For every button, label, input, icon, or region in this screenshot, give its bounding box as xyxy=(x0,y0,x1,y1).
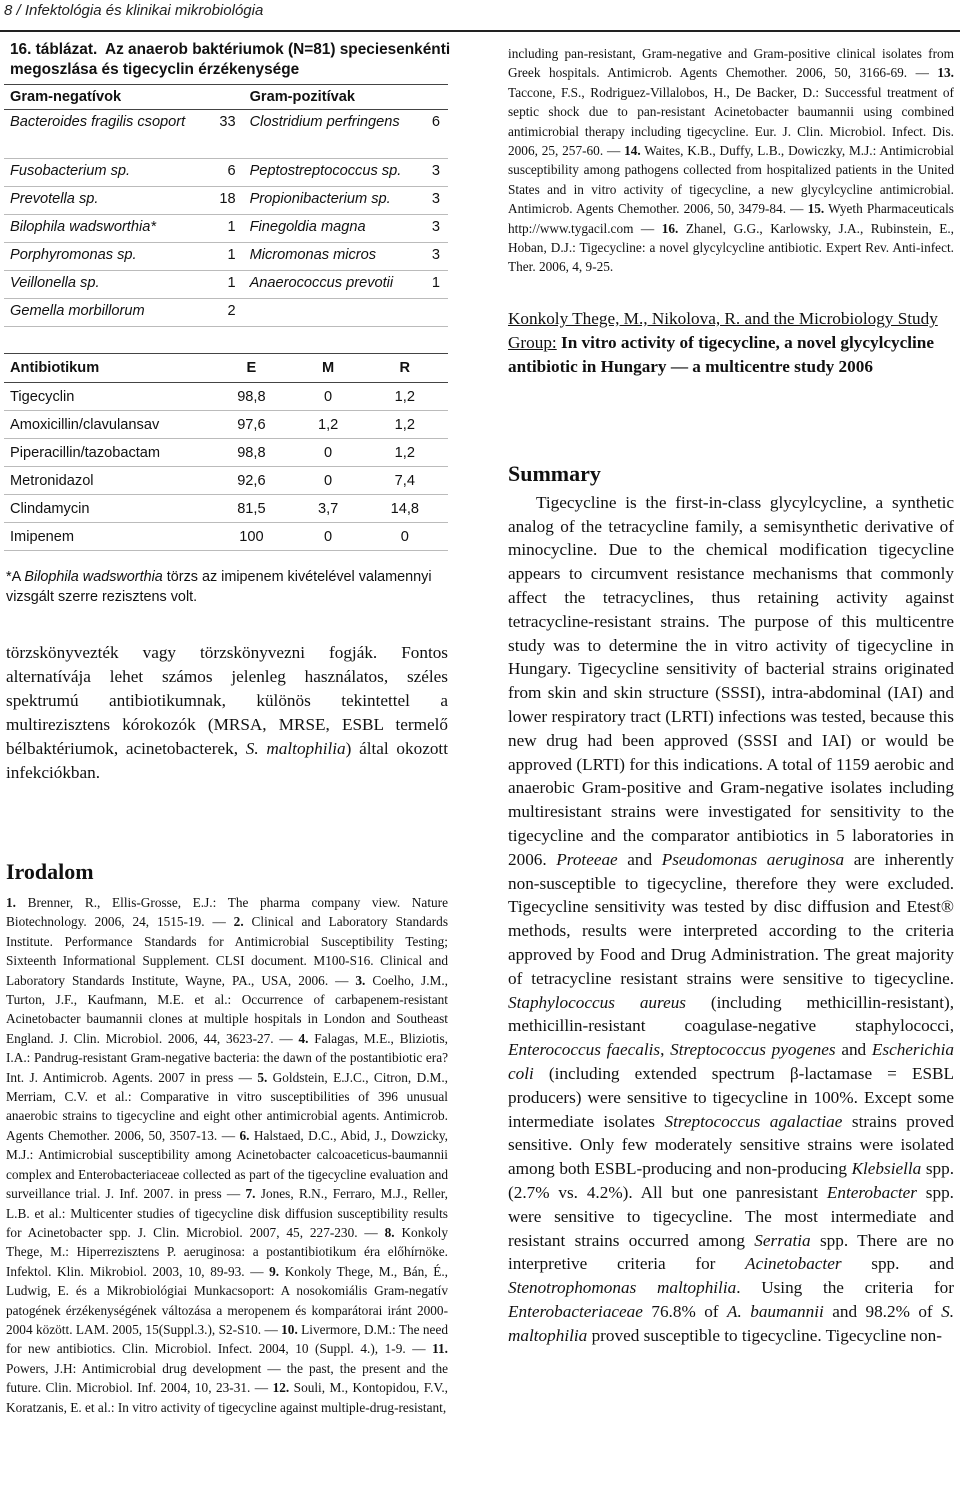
gram-negative-species: Bacteroides fragilis csoport xyxy=(4,110,210,159)
value-m: 0 xyxy=(295,523,362,551)
gram-positive-count: 1 xyxy=(423,271,448,299)
reference-text: Goldstein, E.J.C., Citron, D.M., Merriam, C.V. et al.: Comparative in vitro susceptibilities of 396 unusual anaerobic strains to tigecycline and eight other antimicrobial agents. Antimicrob. Agents Chemother. 2006, 50, 3507-13. — xyxy=(6,1069,448,1143)
susceptibility-row xyxy=(4,495,448,523)
footnote-pre: *A xyxy=(6,569,25,585)
gram-negative-count: 6 xyxy=(210,159,244,187)
gram-positive-count: 3 xyxy=(423,159,448,187)
species-row xyxy=(4,159,448,187)
reference-text: Souli, M., Kontopidou, F.V., Koratzanis, E. et al.: In vitro activity of tigecycline against multiple-drug-resistant, xyxy=(6,1380,448,1415)
reference-number: 14. xyxy=(624,143,641,159)
reference-number: 6. xyxy=(239,1127,250,1143)
gram-positive-count: 3 xyxy=(423,243,448,271)
species-table-header xyxy=(4,85,448,110)
species-row xyxy=(4,243,448,271)
paragraph-text-end: ) által okozott infekciókban. xyxy=(6,739,448,782)
english-authors: Konkoly Thege, M., Nikolova, R. and the Microbiology Study Group: xyxy=(508,308,938,352)
gram-negative-count: 2 xyxy=(210,299,244,327)
reference-text: Wyeth Pharmaceuticals http://www.tygacil.com — xyxy=(508,201,954,236)
summary-text: Tigecycline is the first-in-class glycylcycline, a synthetic analog of the tetracycline family, a semisynthetic derivative of minocycline. Due to the chemical modification tigecycline appears to circumvent resistance mechanisms that commonly affect the tetracyclines, thus retaining activity against tetracycline-resistant strains. The purpose of this multicentre study was to determine the in vitro activity of tigecycline in Hungary. Tigecycline sensitivity of bacterial strains originated from skin and skin structure (SSSI), intra-abdominal (IAI) and lower respiratory tract (LRTI) infections was tested, because this new drug had been approved (SSSI and IAI) or would be approved (LRTI) for this indications. A total of 1159 aerobic and anaerobic Gram-positive and Gram-negative isolates including multiresistant strains were investigated for sensitivity to the tigecycline and the comparator antibiotics in 5 laboratories in 2006. Proteeae and Pseudomonas aeruginosa are inherently non-susceptible to tigecycline, therefore they were excluded. Tigecycline sensitivity was tested by disc diffusion and Etest® methods, results were interpreted according to the criteria approved by Food and Drug Administration. The great majority of tetracycline resistant strains were sensitive to tigecycline. Staphylococcus aureus (including methicillin-resistant), methicillin-resistant coagulase-negative staphylococci, Enterococcus faecalis, Streptococcus pyogenes and Escherichia coli (including extended spectrum β-lactamase = ESBL producers) were sensitive to tigecycline in 100%. Except some intermediate isolates Streptococcus agalactiae strains proved sensitive. Only few moderately sensitive strains were isolated among both ESBL-producing and non-producing Klebsiella spp. (2.7% vs. 4.2%). All but one panresistant Enterobacter spp. were sensitive to tigecycline. The most intermediate and resistant strains occurred among Serratia spp. There are no interpretive criteria for Acinetobacter spp. and Stenotrophomonas maltophilia. Using the criteria for Enterobacteriaceae 76.8% of A. baumannii and 98.2% of S. maltophilia proved susceptible to tigecycline. Tigecycline non- xyxy=(508,492,955,1345)
value-m: 1,2 xyxy=(295,411,362,439)
reference-number: 1. xyxy=(6,895,16,910)
value-r: 14,8 xyxy=(362,495,448,523)
value-e: 98,8 xyxy=(208,383,294,411)
gram-negative-count: 1 xyxy=(210,215,244,243)
antibiotic-name: Metronidazol xyxy=(4,467,208,495)
reference-number: 12. xyxy=(272,1380,290,1396)
gram-negative-count: 1 xyxy=(210,243,244,271)
value-e: 92,6 xyxy=(208,467,294,495)
reference-text: Powers, J.H: Antimicrobial drug development — the past, the present and the future. Clin. Microbiol. Inf. 2004, 10, 23-31. — xyxy=(6,1360,448,1396)
reference-text: Livermore, D.M.: The need for new antibiotics. Clin. Microbiol. Infect. 2004, 10 (Suppl. 4.), 1-9. — xyxy=(6,1321,448,1357)
antibiotic-name: Imipenem xyxy=(4,523,208,551)
reference-number: 4. xyxy=(298,1030,309,1046)
reference-text: Jones, R.N., Ferraro, M.J., Reller, L.B. et al.: Multicenter studies of tigecycline disk diffusion susceptibility results for Acinetobacter spp. J. Clin. Microbiol. 2007, 45, 227-230. — xyxy=(6,1186,448,1240)
reference-text: Waites, K.B., Duffy, L.B., Dowiczky, M.J.: Antimicrobial susceptibility among pathogens collected from hospitalized patients in the United States and in vitro activity of tigecycline, a new glycylcycline antimicrobial. Antimicrob. Agents Chemother. 2006, 50, 3479-84. — xyxy=(508,143,954,217)
value-r: 1,2 xyxy=(362,439,448,467)
footnote-italic: Bilophila wadsworthia xyxy=(24,569,163,585)
references-list-right xyxy=(508,44,954,277)
gram-negative-count: 1 xyxy=(210,271,244,299)
value-e: 97,6 xyxy=(208,411,294,439)
reference-text: Coelho, J.M., Turton, J.F., Kaufmann, M.E. et al.: Occurrence of carbapenem-resistant Acinetobacter baumannii clones at multiple hospitals in London and Southeast England. J. Clin. Microbiol. 2006, 44, 3623-27. — xyxy=(6,972,448,1046)
reference-number: 13. xyxy=(937,65,954,81)
susceptibility-row xyxy=(4,411,448,439)
table1-caption-number: 16. táblázat. xyxy=(10,41,98,58)
gram-negative-species: Prevotella sp. xyxy=(4,187,210,215)
gram-positive-species xyxy=(244,299,424,327)
susceptibility-row xyxy=(4,467,448,495)
gram-positive-count: 6 xyxy=(423,110,448,159)
gram-negative-count: 33 xyxy=(210,110,244,159)
references-list-left xyxy=(0,893,452,1417)
english-title: In vitro activity of tigecycline, a novel glycylcycline antibiotic in Hungary — a multicentre study 2006 xyxy=(508,332,934,376)
reference-number: 5. xyxy=(257,1069,268,1085)
running-head-text: 8 / Infektológia és klinikai mikrobiológia xyxy=(4,2,264,19)
value-r: 1,2 xyxy=(362,383,448,411)
reference-number: 2. xyxy=(233,914,244,930)
hungarian-paragraph xyxy=(0,607,452,785)
species-row xyxy=(4,215,448,243)
value-e: 100 xyxy=(208,523,294,551)
gram-negative-header: Gram-negatívok xyxy=(4,85,244,110)
gram-positive-species: Clostridium perfringens xyxy=(244,110,424,159)
header-e: E xyxy=(208,354,294,383)
references-heading: Irodalom xyxy=(6,859,94,884)
reference-text: Zhanel, G.G., Karlowsky, J.A., Rubinstein, E., Hoban, D.J.: Tigecycline: a novel glycylcycline antibiotic. Expert Rev. Anti-infect. Ther. 2006, 4, 9-25. xyxy=(508,220,954,275)
header-antibiotic: Antibiotikum xyxy=(4,354,208,383)
species-table xyxy=(4,84,448,327)
gram-negative-count: 18 xyxy=(210,187,244,215)
gram-positive-count: 3 xyxy=(423,215,448,243)
left-column xyxy=(0,40,452,1417)
gram-positive-species: Finegoldia magna xyxy=(244,215,424,243)
value-r: 1,2 xyxy=(362,411,448,439)
header-m: M xyxy=(295,354,362,383)
antibiotic-name: Amoxicillin/clavulansav xyxy=(4,411,208,439)
reference-number: 8. xyxy=(384,1224,395,1240)
gram-positive-species: Peptostreptococcus sp. xyxy=(244,159,424,187)
value-e: 98,8 xyxy=(208,439,294,467)
reference-text: Brenner, R., Ellis-Grosse, E.J.: The pharma company view. Nature Biotechnology. 2006, 24, 1515-19. — xyxy=(6,895,448,930)
reference-number: 16. xyxy=(661,220,679,236)
gram-negative-species: Bilophila wadsworthia* xyxy=(4,215,210,243)
value-m: 0 xyxy=(295,383,362,411)
reference-number: 7. xyxy=(245,1186,256,1202)
table1-caption-text: Az anaerob baktériumok (N=81) speciesenkénti megoszlása és tigecyclin érzékenysége xyxy=(10,41,451,78)
reference-number: 10. xyxy=(281,1321,298,1337)
gram-positive-species: Micromonas micros xyxy=(244,243,424,271)
summary-heading: Summary xyxy=(508,460,601,486)
reference-continuation: including pan-resistant, Gram-negative and Gram-positive clinical isolates from Greek hospitals. Antimicrob. Agents Chemother. 2006, 50, 3166-69. — xyxy=(508,46,954,81)
value-m: 0 xyxy=(295,467,362,495)
english-title-block xyxy=(508,307,954,379)
gram-negative-species: Gemella morbillorum xyxy=(4,299,210,327)
value-r: 7,4 xyxy=(362,467,448,495)
susceptibility-row xyxy=(4,439,448,467)
gram-negative-species: Veillonella sp. xyxy=(4,271,210,299)
gram-negative-species: Porphyromonas sp. xyxy=(4,243,210,271)
susceptibility-table-header xyxy=(4,354,448,383)
gram-positive-header: Gram-pozitívak xyxy=(244,85,448,110)
table-footnote xyxy=(0,551,452,607)
header-r: R xyxy=(362,354,448,383)
reference-number: 11. xyxy=(432,1341,448,1357)
table1-caption xyxy=(0,40,452,80)
species-row xyxy=(4,187,448,215)
reference-number: 9. xyxy=(269,1263,280,1279)
reference-number: 15. xyxy=(807,201,825,217)
gram-positive-count: 3 xyxy=(423,187,448,215)
antibiotic-name: Piperacillin/tazobactam xyxy=(4,439,208,467)
susceptibility-row xyxy=(4,383,448,411)
value-r: 0 xyxy=(362,523,448,551)
susceptibility-table xyxy=(4,353,448,551)
reference-text: Halstaed, D.C., Abid, J., Dowzicky, M.J.: Antimicrobial susceptibility among Acinetobacter calcoaceticus-baumannii complex and Enterobacteriaceae collected as part of the tigecycline evaluation and surveillance trial. J. Inf. 2007. in press — xyxy=(6,1127,448,1202)
reference-number: 3. xyxy=(355,972,366,988)
running-head-rule xyxy=(0,30,960,32)
species-row xyxy=(4,110,448,159)
species-row xyxy=(4,271,448,299)
paragraph-italic: S. maltophilia xyxy=(245,739,346,758)
species-row xyxy=(4,299,448,327)
reference-text: Falagas, M.E., Bliziotis, I.A.: Pandrug-resistant Gram-negative bacteria: the dawn of the postantibiotic era? Int. J. Antimicrob. Agents. 2007 in press — xyxy=(6,1030,448,1085)
susceptibility-row xyxy=(4,523,448,551)
reference-text: Taccone, F.S., Rodriguez-Villalobos, H., De Backer, D.: Successful treatment of septic shock due to pan-resistant Acinetobacter baumannii using combined antimicrobial therapy including tigecycline. Eur. J. Clin. Microbiol. Infect. Dis. 2006, 25, 257-60. — xyxy=(508,84,954,159)
antibiotic-name: Clindamycin xyxy=(4,495,208,523)
reference-text: Clinical and Laboratory Standards Institute. Performance Standards for Antimicrobial Susceptibility Testing; Sixteenth Informational Supplement. CLSI document. M100-S16. Clinical and Laboratory Standards Institute, Wayne, PA., USA, 2006. — xyxy=(6,914,449,988)
value-e: 81,5 xyxy=(208,495,294,523)
gram-positive-species: Anaerococcus prevotii xyxy=(244,271,424,299)
running-head xyxy=(0,0,960,26)
footnote-post: törzs az imipenem kivételével valamennyi vizsgált szerre rezisztens volt. xyxy=(6,569,432,605)
reference-text: Konkoly Thege, M.: Hiperrezisztens P. aeruginosa: a postantibiotikum éra előhírnöke. Infektol. Klin. Mikrobiol. 2003, 10, 89-93. — xyxy=(6,1224,448,1279)
value-m: 3,7 xyxy=(295,495,362,523)
paragraph-text: törzskönyvezték vagy törzskönyvezni fogják. Fontos alternatívája lehet számos jelenleg használatos, széles spektrumú antibiotikumnak, különös tekintettel a multirezisztens kórokozók (MRSA, MRSE, ESBL termelő bélbaktériumok, acinetobacterek, xyxy=(6,643,448,758)
gram-positive-count xyxy=(423,299,448,327)
right-column xyxy=(508,44,954,1348)
gram-negative-species: Fusobacterium sp. xyxy=(4,159,210,187)
reference-text: Konkoly Thege, M., Bán, É., Ludwig, E. és a Mikrobiológiai Munkacsoport: A nosokomiális Gram-negatív patogének érzékenységének változása a meropenem és komparátorai iránt 2000-2004 között. LAM. 2005, 15(Suppl.3.), S2-S10. — xyxy=(6,1263,448,1337)
antibiotic-name: Tigecyclin xyxy=(4,383,208,411)
gram-positive-species: Propionibacterium sp. xyxy=(244,187,424,215)
value-m: 0 xyxy=(295,439,362,467)
